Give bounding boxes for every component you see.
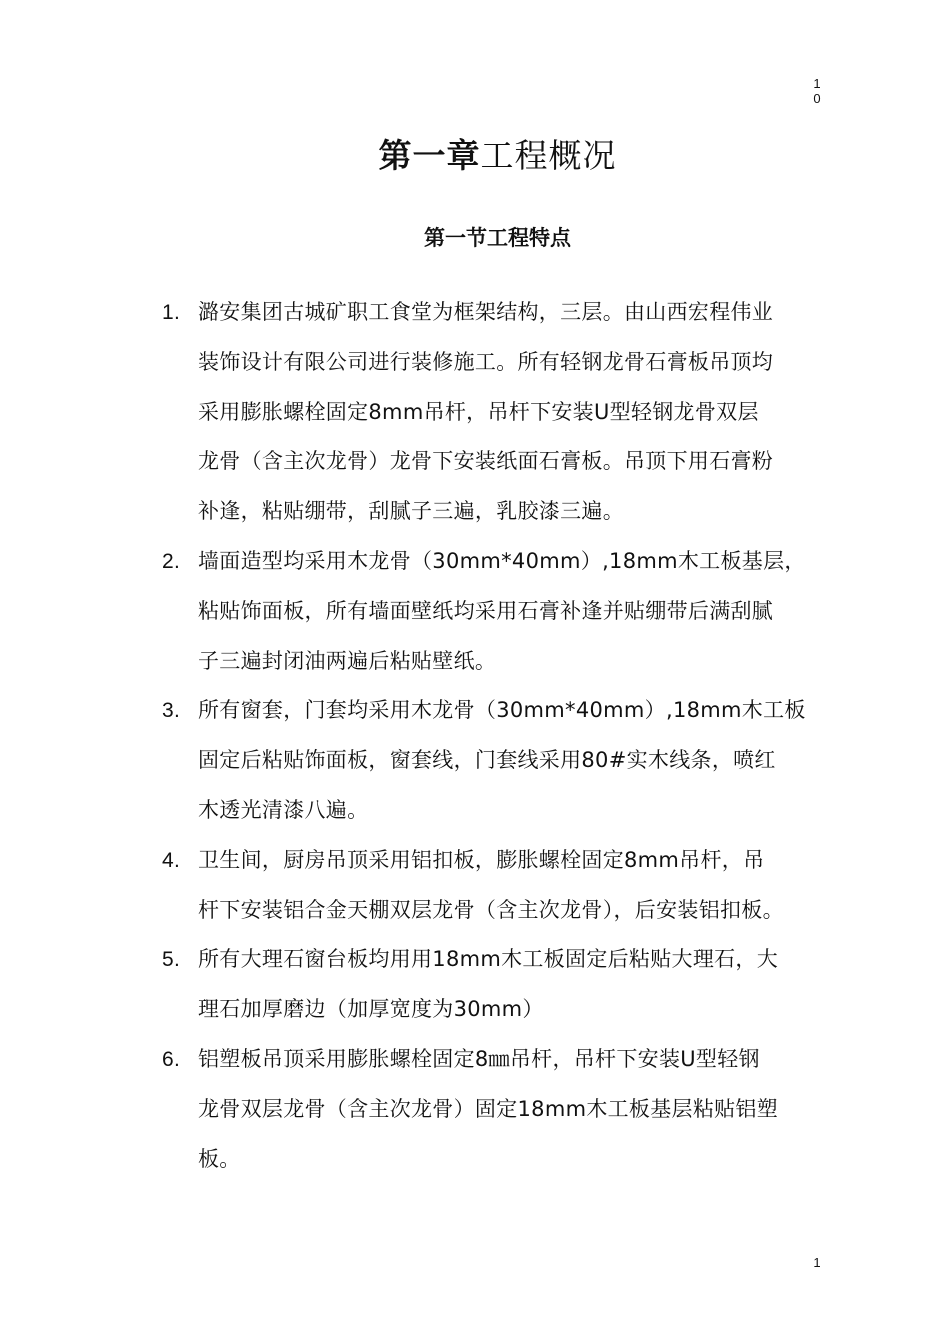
item-text-line: 卫生间，厨房吊顶采用铝扣板，膨胀螺栓固定8mm吊杆，吊 xyxy=(198,847,765,872)
item-number: 2. xyxy=(162,549,181,573)
item-number: 3. xyxy=(162,699,181,723)
item-text-line: 杆下安装铝合金天棚双层龙骨（含主次龙骨），后安装铝扣板。 xyxy=(198,897,784,922)
item-text-line: 粘贴饰面板，所有墙面壁纸均采用石膏补逢并贴绷带后满刮腻 xyxy=(198,598,774,623)
item-text-line: 所有大理石窗台板均用用18mm木工板固定后粘贴大理石，大 xyxy=(198,947,779,972)
feature-list xyxy=(162,288,862,1184)
list-item xyxy=(162,288,862,537)
item-number: 5. xyxy=(162,948,181,972)
item-text-line: 龙骨双层龙骨（含主次龙骨）固定18mm木工板基层粘贴铝塑 xyxy=(198,1096,779,1121)
item-text-line: 所有窗套，门套均采用木龙骨（30mm*40mm）,18mm木工板 xyxy=(198,698,806,723)
chapter-number: 第一章 xyxy=(378,136,481,175)
chapter-name: 工程概况 xyxy=(480,136,617,175)
item-text-line: 固定后粘贴饰面板，窗套线，门套线采用80#实木线条，喷红 xyxy=(198,748,776,773)
item-text-line: 子三遍封闭油两遍后粘贴壁纸。 xyxy=(198,648,497,673)
item-text-line: 理石加厚磨边（加厚宽度为30mm） xyxy=(198,997,544,1022)
bottom-page-number: 1 xyxy=(813,1255,821,1270)
item-text-line: 铝塑板吊顶采用膨胀螺栓固定8㎜吊杆，吊杆下安装U型轻钢 xyxy=(198,1046,760,1071)
item-text-line: 木透光清漆八遍。 xyxy=(198,797,369,822)
item-number: 1. xyxy=(162,301,181,324)
item-number: 4. xyxy=(162,848,181,872)
item-text-line: 板。 xyxy=(198,1146,241,1171)
section-title: 第一节工程特点 xyxy=(424,226,571,250)
list-item xyxy=(162,935,862,1035)
list-item xyxy=(162,836,862,936)
item-text-line: 墙面造型均采用木龙骨（30mm*40mm）,18mm木工板基层， xyxy=(198,548,806,573)
list-item xyxy=(162,537,862,686)
item-text-line: 补逢，粘贴绷带，刮腻子三遍，乳胶漆三遍。 xyxy=(198,499,624,524)
list-item xyxy=(162,1035,862,1184)
chapter-title xyxy=(0,134,950,178)
item-text-line: 龙骨（含主次龙骨）龙骨下安装纸面石膏板。吊顶下用石膏粉 xyxy=(198,449,774,474)
item-number: 6. xyxy=(162,1047,181,1071)
list-item xyxy=(162,686,862,835)
item-text-line: 采用膨胀螺栓固定8mm吊杆，吊杆下安装U型轻钢龙骨双层 xyxy=(198,399,759,424)
item-text-line: 装饰设计有限公司进行装修施工。所有轻钢龙骨石膏板吊顶均 xyxy=(198,349,774,374)
item-text-line: 潞安集团古城矿职工食堂为框架结构，三层。由山西宏程伟业 xyxy=(198,300,774,324)
top-page-number: 10 xyxy=(813,76,821,106)
